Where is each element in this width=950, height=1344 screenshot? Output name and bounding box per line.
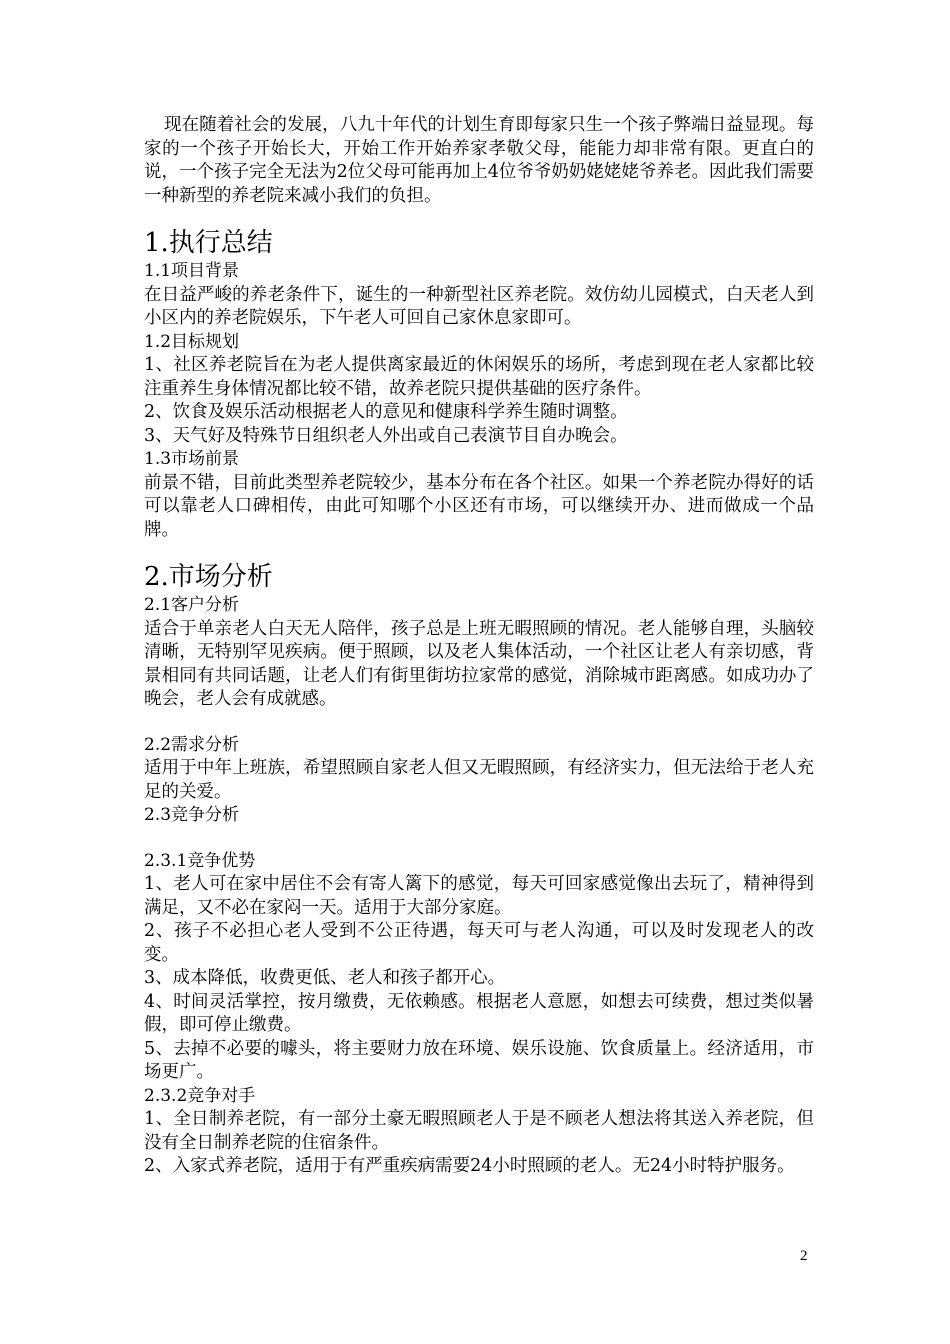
advantage-item-2: 2、孩子不必担心老人受到不公正待遇，每天可与老人沟通，可以及时发现老人的改变。	[144, 921, 814, 965]
goal-item-2: 2、饮食及娱乐活动根据老人的意见和健康科学养生随时调整。	[144, 402, 628, 422]
section-2-title: 2.市场分析	[144, 562, 273, 592]
subsection-2-2-heading: 2.2需求分析	[144, 734, 240, 755]
goal-item-3: 3、天气好及特殊节日组织老人外出或自己表演节目自办晚会。	[144, 425, 628, 446]
subsection-1-3-text: 前景不错，目前此类型养老院较少，基本分布在各个社区。如果一个养老院办得好的话可以靠老人口碑相传，由此可知哪个小区还有市场，可以继续开办、进而做成一个品牌。	[144, 472, 814, 540]
competitor-item-2: 2、入家式养老院，适用于有严重疾病需要24小时照顾的老人。无24小时特护服务。	[144, 1156, 795, 1176]
advantage-item-4: 4、时间灵活掌控，按月缴费，无依赖感。根据老人意愿，如想去可续费，想过类似暑假，即可停止缴费。	[144, 991, 814, 1035]
subsection-2-1-heading: 2.1客户分析	[144, 595, 240, 615]
subsection-2-3-2-heading: 2.3.2竞争对手	[144, 1085, 256, 1106]
advantage-item-1: 1、老人可在家中居住不会有寄人篱下的感觉，每天可回家感觉像出去玩了，精神得到满足，又不必在家闷一天。适用于大部分家庭。	[144, 874, 814, 918]
goal-item-1: 1、社区养老院旨在为老人提供离家最近的休闲娱乐的场所，考虑到现在老人家都比较注重养生身体情况都比较不错，故养老院只提供基础的医疗条件。	[144, 355, 814, 399]
subsection-2-3-1-heading: 2.3.1竞争优势	[144, 850, 256, 871]
subsection-2-2-text: 适用于中年上班族，希望照顾自家老人但又无暇照顾，有经济实力，但无法给于老人充足的关爱。	[144, 758, 814, 802]
subsection-2-3-heading: 2.3竞争分析	[144, 805, 240, 825]
advantage-item-5: 5、去掉不必要的噱头，将主要财力放在环境、娱乐设施、饮食质量上。经济适用，市场更广。	[144, 1038, 814, 1082]
page-number: 2	[800, 1248, 808, 1264]
subsection-1-2-heading: 1.2目标规划	[144, 331, 240, 352]
competitor-item-1: 1、全日制养老院，有一部分土豪无暇照顾老人于是不顾老人想法将其送入养老院，但没有全日制养老院的住宿条件。	[144, 1109, 814, 1153]
subsection-2-1-text: 适合于单亲老人白天无人陪伴，孩子总是上班无暇照顾的情况。老人能够自理，头脑较清晰，无特别罕见疾病。便于照顾，以及老人集体活动，一个社区让老人有亲切感，背景相同有共同话题，让老人们有街里街坊拉家常的感觉，消除城市距离感。如成功办了晚会，老人会有成就感。	[144, 618, 814, 709]
subsection-1-1-text: 在日益严峻的养老条件下，诞生的一种新型社区养老院。效仿幼儿园模式，白天老人到小区内的养老院娱乐，下午老人可回自己家休息家即可。	[144, 284, 814, 328]
advantage-item-3: 3、成本降低，收费更低、老人和孩子都开心。	[144, 968, 506, 988]
intro-paragraph: 现在随着社会的发展，八九十年代的计划生育即每家只生一个孩子弊端日益显现。每家的一个孩子开始长大，开始工作开始养家孝敬父母，能能力却非常有限。更直白的说，一个孩子完全无法为2位父母可能再加上4位爷爷奶奶姥姥姥爷养老。因此我们需要一种新型的养老院来减小我们的负担。	[144, 115, 814, 206]
section-1-title: 1.执行总结	[144, 228, 273, 258]
subsection-1-3-heading: 1.3市场前景	[144, 449, 240, 469]
subsection-1-1-heading: 1.1项目背景	[144, 261, 240, 281]
document-page	[144, 114, 814, 1179]
